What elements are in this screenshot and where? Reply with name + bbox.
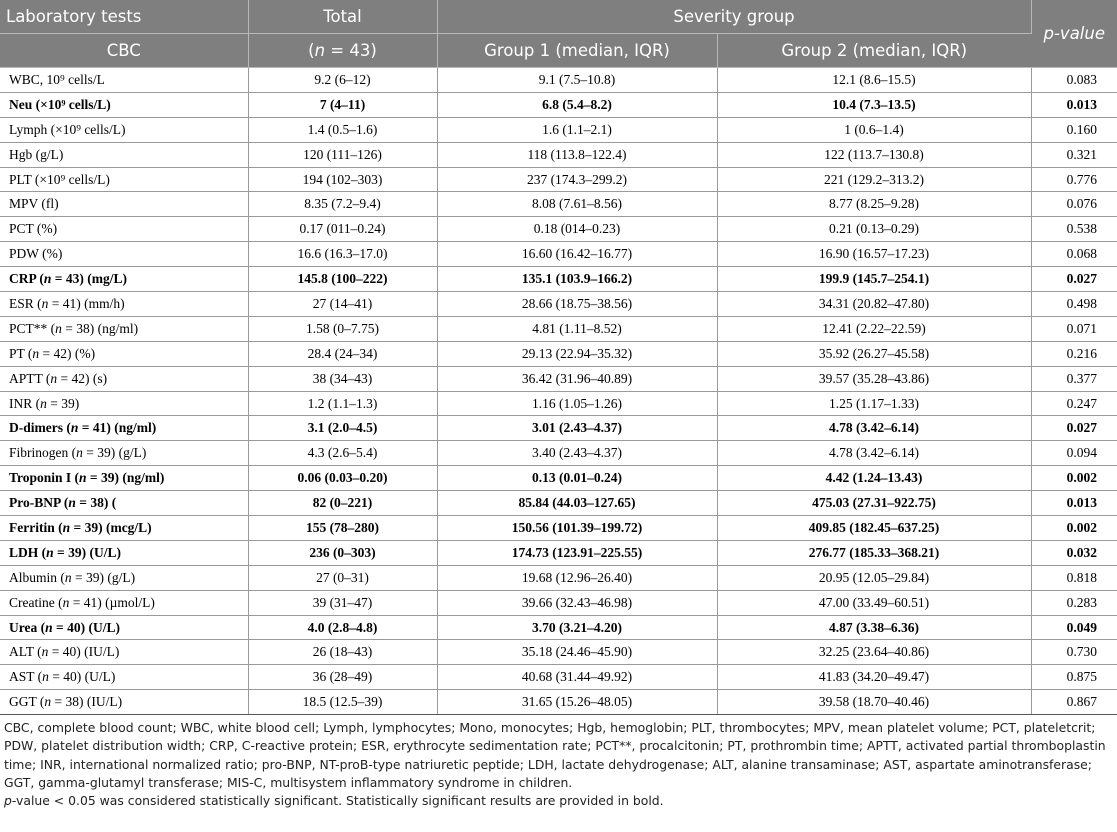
- cell-group-1: 9.1 (7.5–10.8): [437, 68, 717, 93]
- cell-total: 155 (78–280): [248, 516, 437, 541]
- cell-total: 38 (34–43): [248, 366, 437, 391]
- cell-group-2: 1.25 (1.17–1.33): [717, 391, 1031, 416]
- cell-lab-test: Fibrinogen (n = 39) (g/L): [0, 441, 248, 466]
- cell-lab-test: PCT** (n = 38) (ng/ml): [0, 316, 248, 341]
- cell-group-1: 135.1 (103.9–166.2): [437, 267, 717, 292]
- cell-lab-test: AST (n = 40) (U/L): [0, 665, 248, 690]
- cell-total: 1.4 (0.5–1.6): [248, 117, 437, 142]
- cell-group-1: 35.18 (24.46–45.90): [437, 640, 717, 665]
- cell-group-1: 39.66 (32.43–46.98): [437, 590, 717, 615]
- header-total: Total: [248, 0, 437, 34]
- cell-group-2: 4.78 (3.42–6.14): [717, 441, 1031, 466]
- cell-lab-test: Troponin I (n = 39) (ng/ml): [0, 466, 248, 491]
- cell-total: 82 (0–221): [248, 491, 437, 516]
- cell-total: 7 (4–11): [248, 92, 437, 117]
- cell-group-1: 36.42 (31.96–40.89): [437, 366, 717, 391]
- header-p-value: [1031, 0, 1117, 68]
- cell-total: 0.17 (011–0.24): [248, 217, 437, 242]
- cell-group-2: 32.25 (23.64–40.86): [717, 640, 1031, 665]
- cell-p-value: 0.013: [1031, 491, 1117, 516]
- table-row: [0, 242, 1117, 267]
- cell-p-value: 0.377: [1031, 366, 1117, 391]
- cell-lab-test: PT (n = 42) (%): [0, 341, 248, 366]
- cell-group-1: 4.81 (1.11–8.52): [437, 316, 717, 341]
- cell-total: 36 (28–49): [248, 665, 437, 690]
- cell-total: 120 (111–126): [248, 142, 437, 167]
- header-group-2: Group 2 (median, IQR): [717, 34, 1031, 68]
- cell-group-2: 4.78 (3.42–6.14): [717, 416, 1031, 441]
- table-row: [0, 341, 1117, 366]
- cell-lab-test: Albumin (n = 39) (g/L): [0, 565, 248, 590]
- table-row: [0, 466, 1117, 491]
- cell-group-1: 3.70 (3.21–4.20): [437, 615, 717, 640]
- table-row: [0, 516, 1117, 541]
- table-row: [0, 665, 1117, 690]
- table-row: [0, 92, 1117, 117]
- header-group-1: Group 1 (median, IQR): [437, 34, 717, 68]
- table-row: [0, 142, 1117, 167]
- cell-total: 8.35 (7.2–9.4): [248, 192, 437, 217]
- cell-p-value: 0.247: [1031, 391, 1117, 416]
- table-row: [0, 590, 1117, 615]
- table-row: [0, 441, 1117, 466]
- cell-group-2: 39.57 (35.28–43.86): [717, 366, 1031, 391]
- cell-total: 1.2 (1.1–1.3): [248, 391, 437, 416]
- cell-lab-test: CRP (n = 43) (mg/L): [0, 267, 248, 292]
- cell-p-value: 0.027: [1031, 267, 1117, 292]
- header-row-1: [0, 0, 1117, 34]
- cell-lab-test: Pro-BNP (n = 38) (: [0, 491, 248, 516]
- cell-total: 26 (18–43): [248, 640, 437, 665]
- header-lab-tests: Laboratory tests: [0, 0, 248, 34]
- cell-lab-test: PCT (%): [0, 217, 248, 242]
- cell-group-1: 0.13 (0.01–0.24): [437, 466, 717, 491]
- cell-group-2: 1 (0.6–1.4): [717, 117, 1031, 142]
- cell-lab-test: D-dimers (n = 41) (ng/ml): [0, 416, 248, 441]
- table-row: [0, 615, 1117, 640]
- cell-total: 27 (14–41): [248, 292, 437, 317]
- cell-p-value: 0.498: [1031, 292, 1117, 317]
- table-row: [0, 540, 1117, 565]
- cell-group-1: 6.8 (5.4–8.2): [437, 92, 717, 117]
- cell-lab-test: Neu (×10⁹ cells/L): [0, 92, 248, 117]
- cell-p-value: 0.027: [1031, 416, 1117, 441]
- table-row: [0, 316, 1117, 341]
- table-row: [0, 565, 1117, 590]
- cell-total: 145.8 (100–222): [248, 267, 437, 292]
- cell-group-2: 199.9 (145.7–254.1): [717, 267, 1031, 292]
- cell-total: 39 (31–47): [248, 590, 437, 615]
- cell-total: 3.1 (2.0–4.5): [248, 416, 437, 441]
- cell-lab-test: LDH (n = 39) (U/L): [0, 540, 248, 565]
- cell-p-value: 0.160: [1031, 117, 1117, 142]
- cell-p-value: 0.076: [1031, 192, 1117, 217]
- cell-group-2: 41.83 (34.20–49.47): [717, 665, 1031, 690]
- cell-lab-test: Urea (n = 40) (U/L): [0, 615, 248, 640]
- cell-p-value: 0.094: [1031, 441, 1117, 466]
- table-row: [0, 68, 1117, 93]
- cell-p-value: 0.049: [1031, 615, 1117, 640]
- cell-lab-test: INR (n = 39): [0, 391, 248, 416]
- cell-group-2: 12.41 (2.22–22.59): [717, 316, 1031, 341]
- cell-total: 4.3 (2.6–5.4): [248, 441, 437, 466]
- cell-p-value: 0.083: [1031, 68, 1117, 93]
- abbreviations-note: CBC, complete blood count; WBC, white blood cell; Lymph, lymphocytes; Mono, monocytes; Hgb, hemoglobin; PLT, thrombocytes; MPV, mean platelet volume; PCT, plateletcrit; PDW, platelet distribution width; CRP, C-reactive protein; ESR, erythrocyte sedimentation rate; PCT**, procalcitonin; PT, prothrombin time; APTT, activated partial thromboplastin time; INR, international normalized ratio; pro-BNP, NT-proB-type natriuretic peptide; LDH, lactate dehydrogenase; ALT, alanine transaminase; AST, aspartate aminotransferase; GGT, gamma-glutamyl transferase; MIS-C, multisystem inflammatory syndrome in children.: [4, 720, 1106, 791]
- cell-lab-test: APTT (n = 42) (s): [0, 366, 248, 391]
- cell-group-2: 39.58 (18.70–40.46): [717, 690, 1031, 715]
- cell-lab-test: PDW (%): [0, 242, 248, 267]
- cell-p-value: 0.818: [1031, 565, 1117, 590]
- cell-lab-test: PLT (×10⁹ cells/L): [0, 167, 248, 192]
- cell-p-value: 0.867: [1031, 690, 1117, 715]
- cell-group-1: 3.40 (2.43–4.37): [437, 441, 717, 466]
- table-row: [0, 366, 1117, 391]
- cell-p-value: 0.002: [1031, 516, 1117, 541]
- cell-group-2: 0.21 (0.13–0.29): [717, 217, 1031, 242]
- cell-group-1: 8.08 (7.61–8.56): [437, 192, 717, 217]
- significance-note: p-value < 0.05 was considered statistically significant. Statistically significant results are provided in bold.: [4, 793, 664, 809]
- cell-p-value: 0.321: [1031, 142, 1117, 167]
- cell-p-value: 0.002: [1031, 466, 1117, 491]
- cell-p-value: 0.071: [1031, 316, 1117, 341]
- cell-total: 0.06 (0.03–0.20): [248, 466, 437, 491]
- table-row: [0, 391, 1117, 416]
- cell-group-2: 4.87 (3.38–6.36): [717, 615, 1031, 640]
- cell-p-value: 0.013: [1031, 92, 1117, 117]
- cell-group-1: 28.66 (18.75–38.56): [437, 292, 717, 317]
- cell-group-1: 29.13 (22.94–35.32): [437, 341, 717, 366]
- cell-group-1: 3.01 (2.43–4.37): [437, 416, 717, 441]
- cell-total: 27 (0–31): [248, 565, 437, 590]
- cell-group-1: 150.56 (101.39–199.72): [437, 516, 717, 541]
- cell-group-2: 12.1 (8.6–15.5): [717, 68, 1031, 93]
- table-body: [0, 68, 1117, 715]
- cell-p-value: 0.032: [1031, 540, 1117, 565]
- cell-group-2: 35.92 (26.27–45.58): [717, 341, 1031, 366]
- cell-group-2: 34.31 (20.82–47.80): [717, 292, 1031, 317]
- cell-group-1: 1.16 (1.05–1.26): [437, 391, 717, 416]
- cell-group-2: 122 (113.7–130.8): [717, 142, 1031, 167]
- table-row: [0, 192, 1117, 217]
- cell-group-2: 10.4 (7.3–13.5): [717, 92, 1031, 117]
- cell-group-2: 475.03 (27.31–922.75): [717, 491, 1031, 516]
- cell-group-2: 221 (129.2–313.2): [717, 167, 1031, 192]
- cell-group-2: 20.95 (12.05–29.84): [717, 565, 1031, 590]
- table-row: [0, 167, 1117, 192]
- cell-total: 18.5 (12.5–39): [248, 690, 437, 715]
- table-row: [0, 267, 1117, 292]
- header-severity-group: Severity group: [437, 0, 1031, 34]
- cell-group-1: 0.18 (014–0.23): [437, 217, 717, 242]
- cell-group-2: 276.77 (185.33–368.21): [717, 540, 1031, 565]
- table-row: [0, 640, 1117, 665]
- cell-p-value: 0.538: [1031, 217, 1117, 242]
- header-p-value-text: p-value: [1043, 24, 1105, 43]
- cell-group-1: 1.6 (1.1–2.1): [437, 117, 717, 142]
- table-row: [0, 416, 1117, 441]
- cell-total: 16.6 (16.3–17.0): [248, 242, 437, 267]
- cell-lab-test: Creatine (n = 41) (µmol/L): [0, 590, 248, 615]
- cell-total: 28.4 (24–34): [248, 341, 437, 366]
- cell-p-value: 0.875: [1031, 665, 1117, 690]
- table-row: [0, 117, 1117, 142]
- cell-group-1: 40.68 (31.44–49.92): [437, 665, 717, 690]
- table-row: [0, 491, 1117, 516]
- cell-lab-test: GGT (n = 38) (IU/L): [0, 690, 248, 715]
- cell-group-1: 237 (174.3–299.2): [437, 167, 717, 192]
- cell-group-2: 47.00 (33.49–60.51): [717, 590, 1031, 615]
- cell-group-1: 174.73 (123.91–225.55): [437, 540, 717, 565]
- footnotes: [0, 715, 1117, 810]
- cell-group-1: 118 (113.8–122.4): [437, 142, 717, 167]
- cell-p-value: 0.776: [1031, 167, 1117, 192]
- cell-p-value: 0.730: [1031, 640, 1117, 665]
- cell-lab-test: WBC, 10⁹ cells/L: [0, 68, 248, 93]
- header-total-n: (n = 43): [248, 34, 437, 68]
- cell-group-1: 16.60 (16.42–16.77): [437, 242, 717, 267]
- cell-group-1: 19.68 (12.96–26.40): [437, 565, 717, 590]
- cell-total: 9.2 (6–12): [248, 68, 437, 93]
- header-row-2: [0, 34, 1117, 68]
- cell-total: 194 (102–303): [248, 167, 437, 192]
- cell-total: 1.58 (0–7.75): [248, 316, 437, 341]
- cell-group-2: 16.90 (16.57–17.23): [717, 242, 1031, 267]
- cell-lab-test: Hgb (g/L): [0, 142, 248, 167]
- cell-lab-test: ESR (n = 41) (mm/h): [0, 292, 248, 317]
- cell-total: 4.0 (2.8–4.8): [248, 615, 437, 640]
- cell-group-2: 8.77 (8.25–9.28): [717, 192, 1031, 217]
- cell-group-2: 409.85 (182.45–637.25): [717, 516, 1031, 541]
- cell-lab-test: MPV (fl): [0, 192, 248, 217]
- cell-lab-test: Lymph (×10⁹ cells/L): [0, 117, 248, 142]
- table-row: [0, 690, 1117, 715]
- cell-group-2: 4.42 (1.24–13.43): [717, 466, 1031, 491]
- table-row: [0, 217, 1117, 242]
- table-row: [0, 292, 1117, 317]
- cell-lab-test: ALT (n = 40) (IU/L): [0, 640, 248, 665]
- cell-group-1: 31.65 (15.26–48.05): [437, 690, 717, 715]
- cell-total: 236 (0–303): [248, 540, 437, 565]
- cell-p-value: 0.068: [1031, 242, 1117, 267]
- cell-group-1: 85.84 (44.03–127.65): [437, 491, 717, 516]
- header-cbc: CBC: [0, 34, 248, 68]
- cell-p-value: 0.283: [1031, 590, 1117, 615]
- cell-p-value: 0.216: [1031, 341, 1117, 366]
- cell-lab-test: Ferritin (n = 39) (mcg/L): [0, 516, 248, 541]
